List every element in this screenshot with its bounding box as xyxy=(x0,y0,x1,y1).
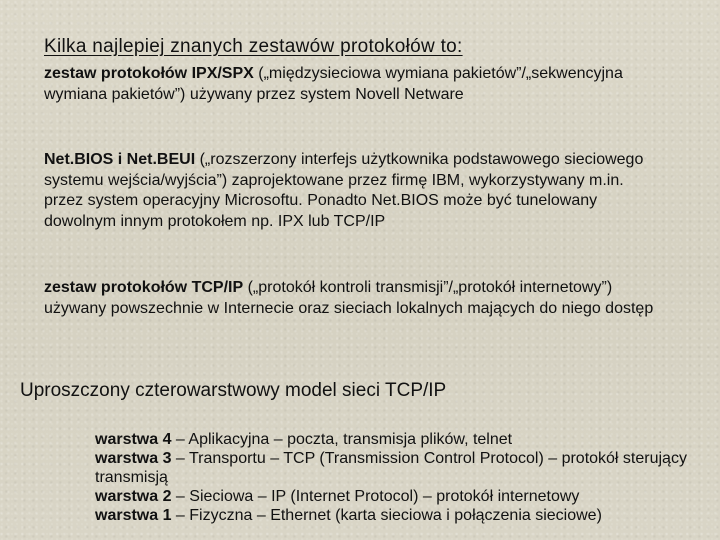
layer-text: – Aplikacyjna – poczta, transmisja plików, telnet xyxy=(171,431,513,448)
protocol-description: („protokół kontroli transmisji”/„protokół internetowy”) używany powszechnie w Internecie oraz sieciach lokalnych mających do niego dostęp xyxy=(44,279,654,317)
protocol-netbios-paragraph xyxy=(44,150,664,232)
layer-label: warstwa 1 xyxy=(95,507,172,524)
protocol-description: („rozszerzony interfejs użytkownika podstawowego sieciowego systemu wejścia/wyjścia”) zaprojektowane przez firmę IBM, wykorzystywany m.in. przez system operacyjny Microsoftu. Ponadto Net.BIOS może być tunelowany dowolnym innym protokołem np. IPX lub TCP/IP xyxy=(44,151,644,230)
layer-item-2 xyxy=(95,487,705,506)
layer-text: – Sieciowa – IP (Internet Protocol) – protokół internetowy xyxy=(171,488,580,505)
layer-label: warstwa 2 xyxy=(95,488,172,505)
layer-text: – Transportu – TCP (Transmission Control Protocol) – protokół sterujący transmisją xyxy=(95,450,687,486)
layer-text: – Fizyczna – Ethernet (karta sieciowa i połączenia sieciowe) xyxy=(171,507,602,524)
layer-item-3 xyxy=(95,449,705,487)
layer-label: warstwa 4 xyxy=(95,431,172,448)
protocol-ipx-spx-paragraph xyxy=(44,64,664,105)
protocol-tcp-ip-paragraph xyxy=(44,278,664,319)
protocol-description: („międzysieciowa wymiana pakietów”/„sekwencyjna wymiana pakietów”) używany przez system Novell Netware xyxy=(44,65,623,103)
slide-title: Kilka najlepiej znanych zestawów protokołów to: xyxy=(44,36,463,57)
layer-item-4 xyxy=(95,430,705,449)
protocol-name: zestaw protokołów TCP/IP xyxy=(44,279,244,296)
layer-label: warstwa 3 xyxy=(95,450,172,467)
layer-item-1 xyxy=(95,506,705,525)
protocol-name: Net.BIOS i Net.BEUI xyxy=(44,151,196,168)
protocol-name: zestaw protokołów IPX/SPX xyxy=(44,65,254,82)
layer-list xyxy=(95,430,705,525)
model-heading: Uproszczony czterowarstwowy model sieci TCP/IP xyxy=(20,380,447,401)
